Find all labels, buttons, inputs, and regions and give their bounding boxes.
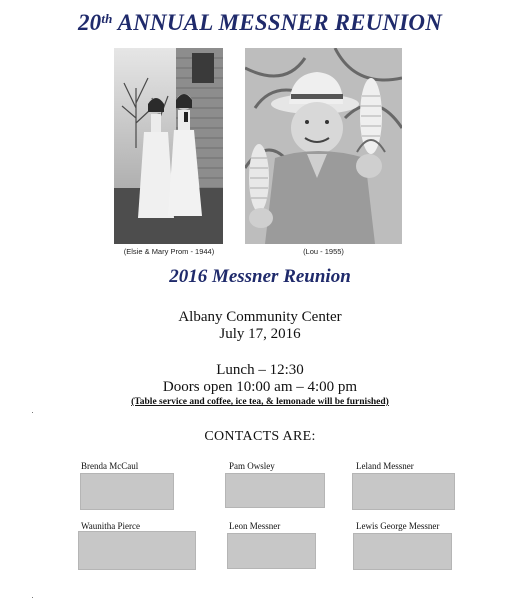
page-title: 20th ANNUAL MESSNER REUNION: [77, 10, 443, 35]
lunch-time: Lunch – 12:30: [216, 362, 304, 378]
contact-name: Pam Owsley: [229, 461, 275, 471]
stray-mark: [32, 412, 33, 413]
contact-name: Lewis George Messner: [356, 521, 440, 531]
contact-redacted-box: [225, 473, 325, 508]
contact-name: Leon Messner: [229, 521, 281, 531]
contact-name: Leland Messner: [356, 461, 414, 471]
doors-hours: Doors open 10:00 am – 4:00 pm: [162, 379, 358, 395]
prom-photo-caption: (Elsie & Mary Prom - 1944): [123, 247, 215, 256]
lou-photo-caption: (Lou - 1955): [303, 247, 344, 256]
contact-redacted-box: [352, 473, 455, 510]
stray-mark: [32, 597, 33, 598]
event-venue: Albany Community Center: [178, 309, 342, 325]
contact-name: Waunitha Pierce: [81, 521, 141, 531]
contacts-heading: CONTACTS ARE:: [204, 429, 316, 444]
contact-redacted-box: [78, 531, 196, 570]
contact-redacted-box: [353, 533, 452, 570]
refreshments-note: (Table service and coffee, ice tea, & lemonade will be furnished): [131, 397, 389, 407]
contact-redacted-box: [227, 533, 316, 569]
contact-redacted-box: [80, 473, 174, 510]
event-date: July 17, 2016: [219, 326, 301, 342]
lou-photo: [245, 48, 402, 244]
contact-name: Brenda McCaul: [81, 461, 139, 471]
prom-photo: [114, 48, 223, 244]
event-subtitle: 2016 Messner Reunion: [169, 266, 351, 287]
